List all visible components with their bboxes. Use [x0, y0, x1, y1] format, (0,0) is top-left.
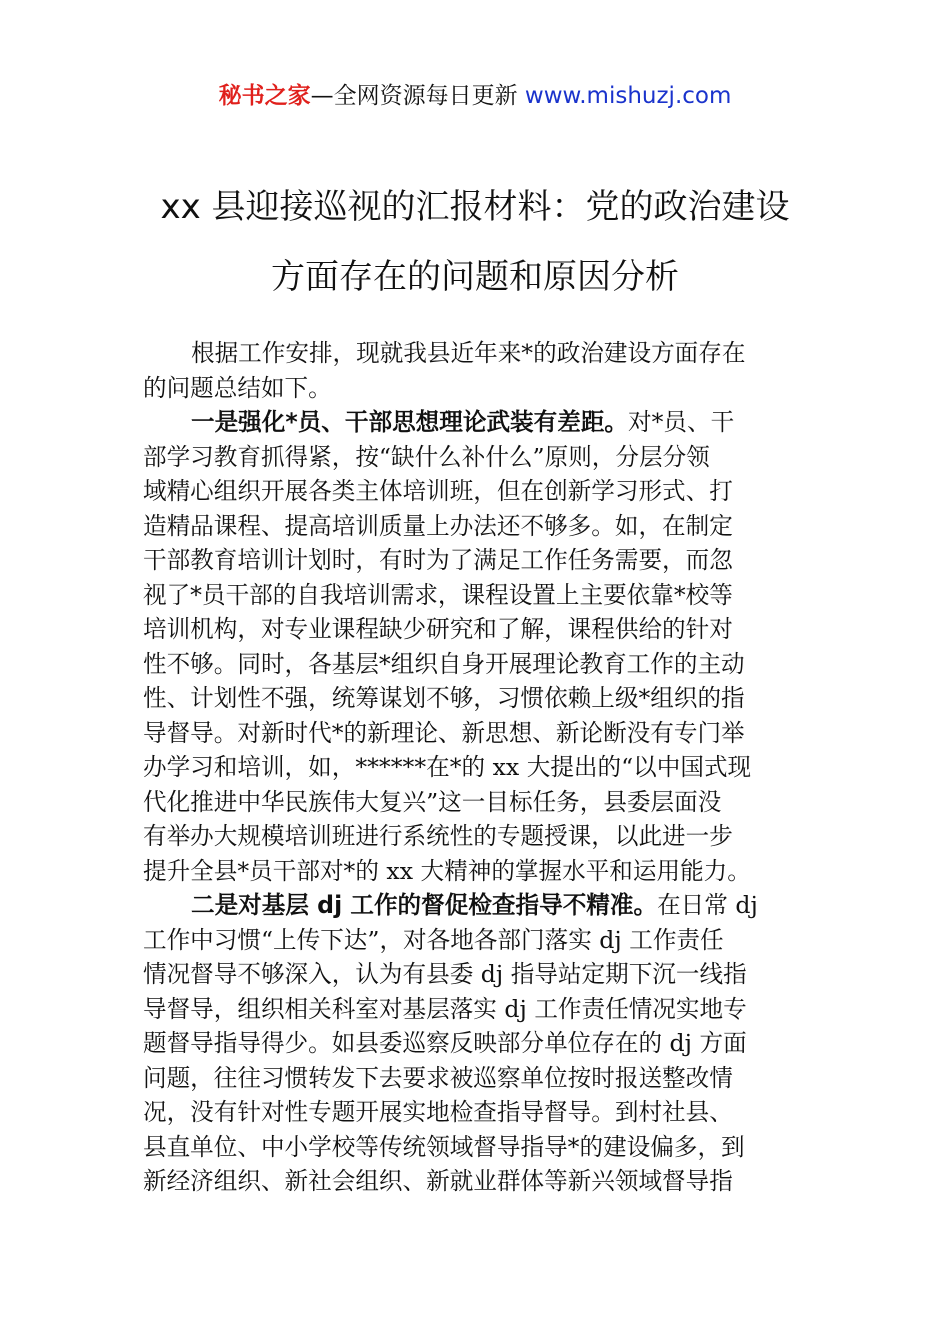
banner-url-link[interactable]: www.mishuzj.com — [524, 83, 732, 109]
section-heading: 二是对基层 dj 工作的督促检查指导不精准。 — [191, 891, 658, 919]
paragraph-intro — [143, 336, 808, 405]
paragraph-line: 培训机构，对专业课程缺少研究和了解，课程供给的针对 — [143, 615, 733, 643]
paragraph-line: 性、计划性不强，统筹谋划不够，习惯依赖上级*组织的指 — [143, 684, 745, 712]
paragraph-line: 情况督导不够深入，认为有县委 dj 指导站定期下沉一线指 — [143, 960, 747, 988]
paragraph-line: 提升全县*员干部对*的 xx 大精神的掌握水平和运用能力。 — [143, 856, 751, 885]
paragraph-text: 对*员、干 — [628, 408, 735, 436]
paragraph-line: 有举办大规模培训班进行系统性的专题授课，以此进一步 — [143, 822, 733, 850]
paragraph-line: 根据工作安排，现就我县近年来*的政治建设方面存在 — [191, 339, 746, 367]
paragraph-line: 况，没有针对性专题开展实地检查指导督导。到村社县、 — [143, 1098, 733, 1126]
paragraph-first-line — [143, 888, 808, 923]
paragraph-line: 性不够。同时，各基层*组织自身开展理论教育工作的主动 — [143, 649, 745, 678]
paragraph-first-line — [143, 405, 808, 440]
paragraph-line: 导督导，组织相关科室对基层落实 dj 工作责任情况实地专 — [143, 994, 747, 1023]
paragraph-line: 题督导指导得少。如县委巡察反映部分单位存在的 dj 方面 — [143, 1029, 747, 1057]
paragraph-line: 县直单位、中小学校等传统领域督导指导*的建设偏多，到 — [143, 1132, 745, 1161]
paragraph-line: 导督导。对新时代*的新理论、新思想、新论断没有专门举 — [143, 718, 745, 747]
paragraph-line: 代化推进中华民族伟大复兴”这一目标任务，县委层面没 — [143, 787, 722, 816]
paragraph-line: 办学习和培训，如，******在*的 xx 大提出的“以中国式现 — [143, 753, 752, 781]
paragraph-section-two — [143, 888, 808, 1199]
paragraph-line: 工作中习惯“上传下达”，对各地各部门落实 dj 工作责任 — [143, 925, 724, 954]
banner-tagline: —全网资源每日更新 — [310, 83, 525, 109]
title-line-1: xx 县迎接巡视的汇报材料：党的政治建设 — [160, 187, 790, 227]
banner-brand: 秘书之家 — [218, 83, 311, 109]
paragraph-line: 部学习教育抓得紧，按“缺什么补什么”原则，分层分领 — [143, 442, 710, 471]
paragraph-line: 的问题总结如下。 — [143, 373, 332, 402]
paragraph-section-one — [143, 405, 808, 888]
paragraph-line: 造精品课程、提高培训质量上办法还不够多。如，在制定 — [143, 511, 733, 540]
section-heading: 一是强化*员、干部思想理论武装有差距。 — [191, 408, 629, 436]
paragraph-text: 在日常 dj — [657, 891, 758, 919]
paragraph-line: 域精心组织开展各类主体培训班，但在创新学习形式、打 — [143, 477, 733, 505]
document-title — [100, 172, 850, 312]
paragraph-line: 视了*员干部的自我培训需求，课程设置上主要依靠*校等 — [143, 580, 733, 609]
site-banner — [0, 80, 950, 112]
document-body — [143, 336, 808, 1199]
title-line-2: 方面存在的问题和原因分析 — [271, 257, 679, 297]
paragraph-line: 新经济组织、新社会组织、新就业群体等新兴领域督导指 — [143, 1167, 733, 1195]
paragraph-line: 干部教育培训计划时，有时为了满足工作任务需要，而忽 — [143, 546, 733, 574]
paragraph-line: 问题，往往习惯转发下去要求被巡察单位按时报送整改情 — [143, 1063, 733, 1092]
